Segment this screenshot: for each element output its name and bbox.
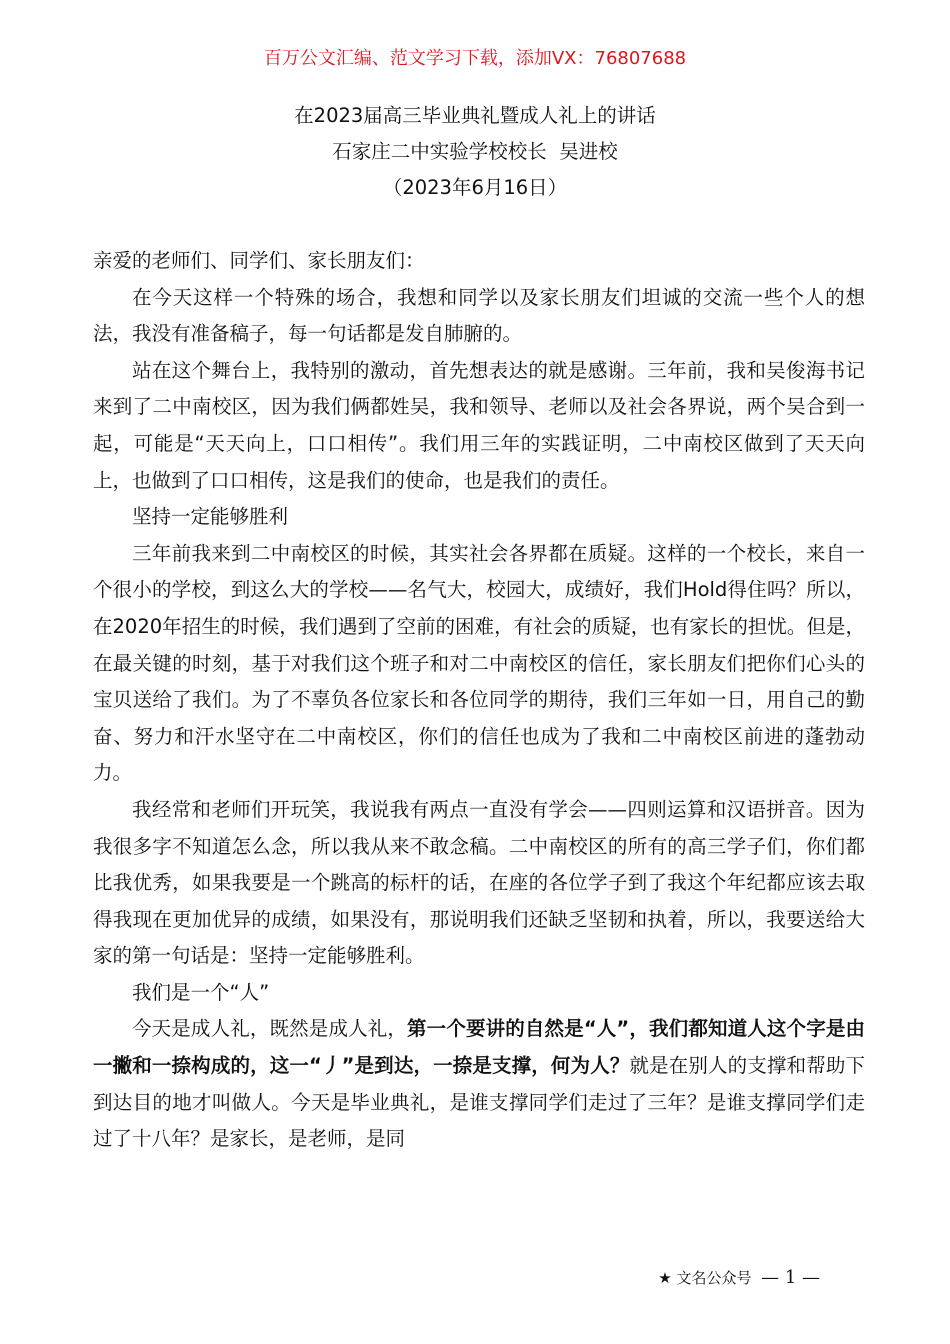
speaker-line: 石家庄二中实验学校校长 吴进校 xyxy=(332,140,618,163)
paragraph-5-lead: 今天是成人礼，既然是成人礼， xyxy=(132,1017,408,1041)
download-banner: 百万公文汇编、范文学习下载，添加VX：76807688 xyxy=(263,48,687,69)
title-block xyxy=(0,98,950,206)
paragraph-5 xyxy=(93,1011,865,1157)
paragraph-5-tail: 就是在别人的支撑和帮助下到达目的地才叫做人。今天是毕业典礼，是谁支撑同学们走过了三年？是谁支撑同学们走过了十八年？是家长，是老师，是同 xyxy=(93,1054,865,1151)
page-number: — 1 — xyxy=(761,1267,820,1288)
paragraph-2: 站在这个舞台上，我特别的激动，首先想表达的就是感谢。三年前，我和吴俊海书记来到了二中南校区，因为我们俩都姓吴，我和领导、老师以及社会各界说，两个吴合到一起，可能是“天天向上，口口相传”。我们用三年的实践证明，二中南校区做到了天天向上，也做到了口口相传，这是我们的使命，也是我们的责任。 xyxy=(93,358,865,492)
paragraph-4: 我经常和老师们开玩笑，我说我有两点一直没有学会——四则运算和汉语拼音。因为我很多字不知道怎么念，所以我从来不敢念稿。二中南校区的所有的高三学子们，你们都比我优秀，如果我要是一个跳高的标杆的话，在座的各位学子到了我这个年纪都应该去取得我现在更加优异的成绩，如果没有，那说明我们还缺乏坚韧和执着，所以，我要送给大家的第一句话是：坚持一定能够胜利。 xyxy=(93,797,865,968)
section-heading-1: 坚持一定能够胜利 xyxy=(132,505,289,529)
star-icon: ★ xyxy=(658,1269,672,1287)
paragraph-1: 在今天这样一个特殊的场合，我想和同学以及家长朋友们坦诚的交流一些个人的想法，我没有准备稿子，每一句话都是发自肺腑的。 xyxy=(93,285,865,346)
page-footer xyxy=(658,1266,820,1290)
section-heading-2: 我们是一个“人” xyxy=(132,980,270,1004)
paragraph-3: 三年前我来到二中南校区的时候，其实社会各界都在质疑。这样的一个校长，来自一个很小的学校，到这么大的学校——名气大，校园大，成绩好，我们Hold得住吗？所以，在2020年招生的时候，我们遇到了空前的困难，有社会的质疑，也有家长的担忧。但是，在最关键的时刻，基于对我们这个班子和对二中南校区的信任，家长朋友们把你们心头的宝贝送给了我们。为了不辜负各位家长和各位同学的期待，我们三年如一日，用自己的勤奋、努力和汗水坚守在二中南校区，你们的信任也成为了我和二中南校区前进的蓬勃动力。 xyxy=(93,541,865,785)
speech-date: （2023年6月16日） xyxy=(382,176,568,199)
speech-body xyxy=(93,243,865,1158)
salutation: 亲爱的老师们、同学们、家长朋友们： xyxy=(93,249,425,272)
paragraph-5-bold: 第一个要讲的自然是“人”，我们都知道人这个字是由一撇和一捺构成的，这一“丿”是到达，一捺是支撑，何为人？ xyxy=(93,1017,865,1078)
speech-title: 在2023届高三毕业典礼暨成人礼上的讲话 xyxy=(294,104,656,127)
footer-label: 文名公众号 xyxy=(676,1269,752,1287)
